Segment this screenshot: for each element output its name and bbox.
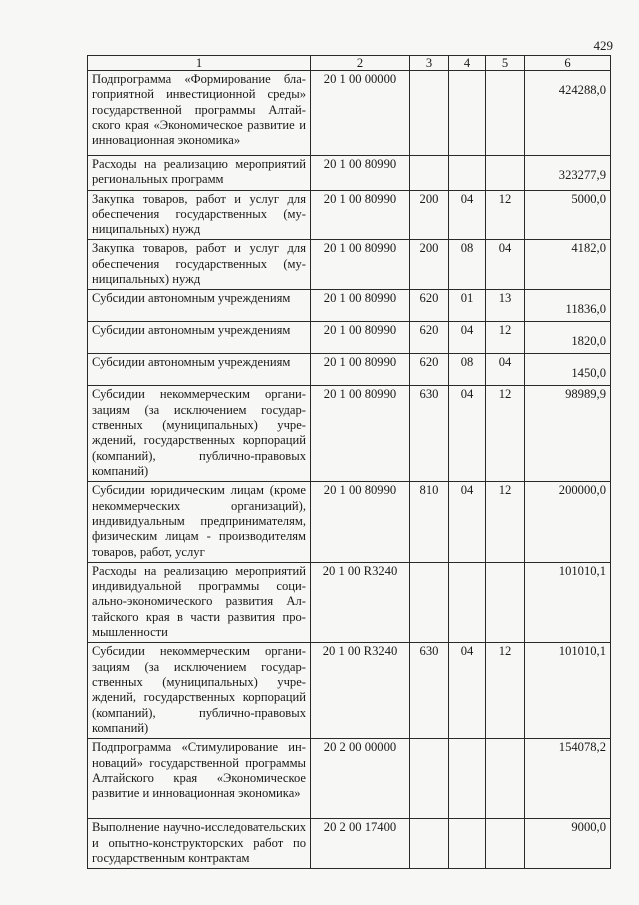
budget-code: 20 1 00 00000	[311, 71, 410, 156]
table-row	[88, 240, 611, 290]
amount: 101010,1	[525, 562, 611, 642]
subsection-code	[486, 71, 525, 156]
expense-type	[410, 156, 449, 191]
subsection-code: 12	[486, 386, 525, 482]
table-row	[88, 290, 611, 322]
expense-type: 630	[410, 386, 449, 482]
table-row	[88, 354, 611, 386]
amount: 98989,9	[525, 386, 611, 482]
column-header: 4	[449, 56, 486, 71]
budget-code: 20 1 00 80990	[311, 386, 410, 482]
expense-type	[410, 562, 449, 642]
expense-name: Подпрограмма «Формирование благоприятной инвестиционной среды» государственной программы Алтайского края «Экономическое развитие и инновационная экономика»	[88, 71, 311, 156]
expense-name: Субсидии автономным учреждениям	[88, 322, 311, 354]
amount: 5000,0	[525, 190, 611, 240]
budget-code: 20 1 00 80990	[311, 156, 410, 191]
subsection-code: 04	[486, 240, 525, 290]
subsection-code: 12	[486, 482, 525, 562]
budget-code: 20 1 00 R3240	[311, 562, 410, 642]
section-code: 04	[449, 190, 486, 240]
section-code	[449, 819, 486, 869]
expense-name: Субсидии автономным учреждениям	[88, 290, 311, 322]
section-code: 04	[449, 386, 486, 482]
subsection-code	[486, 739, 525, 819]
budget-code: 20 1 00 80990	[311, 190, 410, 240]
amount: 9000,0	[525, 819, 611, 869]
budget-code: 20 2 00 17400	[311, 819, 410, 869]
amount: 101010,1	[525, 643, 611, 739]
subsection-code	[486, 819, 525, 869]
budget-code: 20 1 00 80990	[311, 322, 410, 354]
budget-table	[87, 55, 611, 869]
budget-code: 20 1 00 80990	[311, 240, 410, 290]
section-code: 04	[449, 643, 486, 739]
table-row	[88, 643, 611, 739]
section-code: 04	[449, 482, 486, 562]
subsection-code: 12	[486, 322, 525, 354]
column-header: 2	[311, 56, 410, 71]
subsection-code: 12	[486, 190, 525, 240]
table-row	[88, 482, 611, 562]
section-code	[449, 739, 486, 819]
subsection-code	[486, 562, 525, 642]
expense-name: Субсидии юридическим лицам (кроме некоммерческих организаций), индивидуальным предпринимателям, физическим лицам - производителям товаров, работ, услуг	[88, 482, 311, 562]
expense-name: Субсидии некоммерческим организациям (за исключением государственных (муниципальных) учреждений, государственных корпораций (компаний), публично-правовых компаний)	[88, 386, 311, 482]
column-header: 5	[486, 56, 525, 71]
subsection-code	[486, 156, 525, 191]
table-row	[88, 322, 611, 354]
amount: 200000,0	[525, 482, 611, 562]
section-code	[449, 562, 486, 642]
table-row	[88, 71, 611, 156]
section-code	[449, 71, 486, 156]
subsection-code: 13	[486, 290, 525, 322]
budget-code: 20 1 00 80990	[311, 354, 410, 386]
column-header: 6	[525, 56, 611, 71]
amount: 154078,2	[525, 739, 611, 819]
table-row	[88, 819, 611, 869]
amount: 1450,0	[525, 354, 611, 386]
section-code: 04	[449, 322, 486, 354]
column-header: 3	[410, 56, 449, 71]
amount: 424288,0	[525, 71, 611, 156]
expense-name: Субсидии автономным учреждениям	[88, 354, 311, 386]
expense-name: Закупка товаров, работ и услуг для обеспечения государственных (муниципальных) нужд	[88, 240, 311, 290]
table-row	[88, 190, 611, 240]
expense-name: Расходы на реализацию мероприятий индивидуальной программы социально-экономического развития Алтайского края в части развития промышленности	[88, 562, 311, 642]
expense-name: Субсидии некоммерческим организациям (за исключением государственных (муниципальных) учреждений, государственных корпораций (компаний), публично-правовых компаний)	[88, 643, 311, 739]
expense-type: 620	[410, 354, 449, 386]
expense-type: 200	[410, 190, 449, 240]
expense-name: Выполнение научно-исследовательских и опытно-конструкторских работ по государственным контрактам	[88, 819, 311, 869]
subsection-code: 12	[486, 643, 525, 739]
subsection-code: 04	[486, 354, 525, 386]
expense-type	[410, 819, 449, 869]
table-row	[88, 562, 611, 642]
section-code	[449, 156, 486, 191]
amount: 4182,0	[525, 240, 611, 290]
expense-type: 200	[410, 240, 449, 290]
section-code: 01	[449, 290, 486, 322]
column-header: 1	[88, 56, 311, 71]
expense-name: Закупка товаров, работ и услуг для обеспечения государственных (муниципальных) нужд	[88, 190, 311, 240]
budget-code: 20 1 00 80990	[311, 482, 410, 562]
budget-code: 20 1 00 R3240	[311, 643, 410, 739]
expense-type: 810	[410, 482, 449, 562]
expense-type	[410, 739, 449, 819]
expense-type	[410, 71, 449, 156]
expense-type: 620	[410, 322, 449, 354]
budget-code: 20 2 00 00000	[311, 739, 410, 819]
amount: 11836,0	[525, 290, 611, 322]
table-row	[88, 739, 611, 819]
section-code: 08	[449, 240, 486, 290]
table-header-row	[88, 56, 611, 71]
amount: 323277,9	[525, 156, 611, 191]
expense-type: 620	[410, 290, 449, 322]
section-code: 08	[449, 354, 486, 386]
expense-name: Расходы на реализацию мероприятий региональных программ	[88, 156, 311, 191]
amount: 1820,0	[525, 322, 611, 354]
expense-name: Подпрограмма «Стимулирование инноваций» государственной программы Алтайского края «Экономическое развитие и инновационная экономика»	[88, 739, 311, 819]
table-row	[88, 156, 611, 191]
expense-type: 630	[410, 643, 449, 739]
page-number: 429	[593, 38, 613, 53]
table-row	[88, 386, 611, 482]
budget-code: 20 1 00 80990	[311, 290, 410, 322]
